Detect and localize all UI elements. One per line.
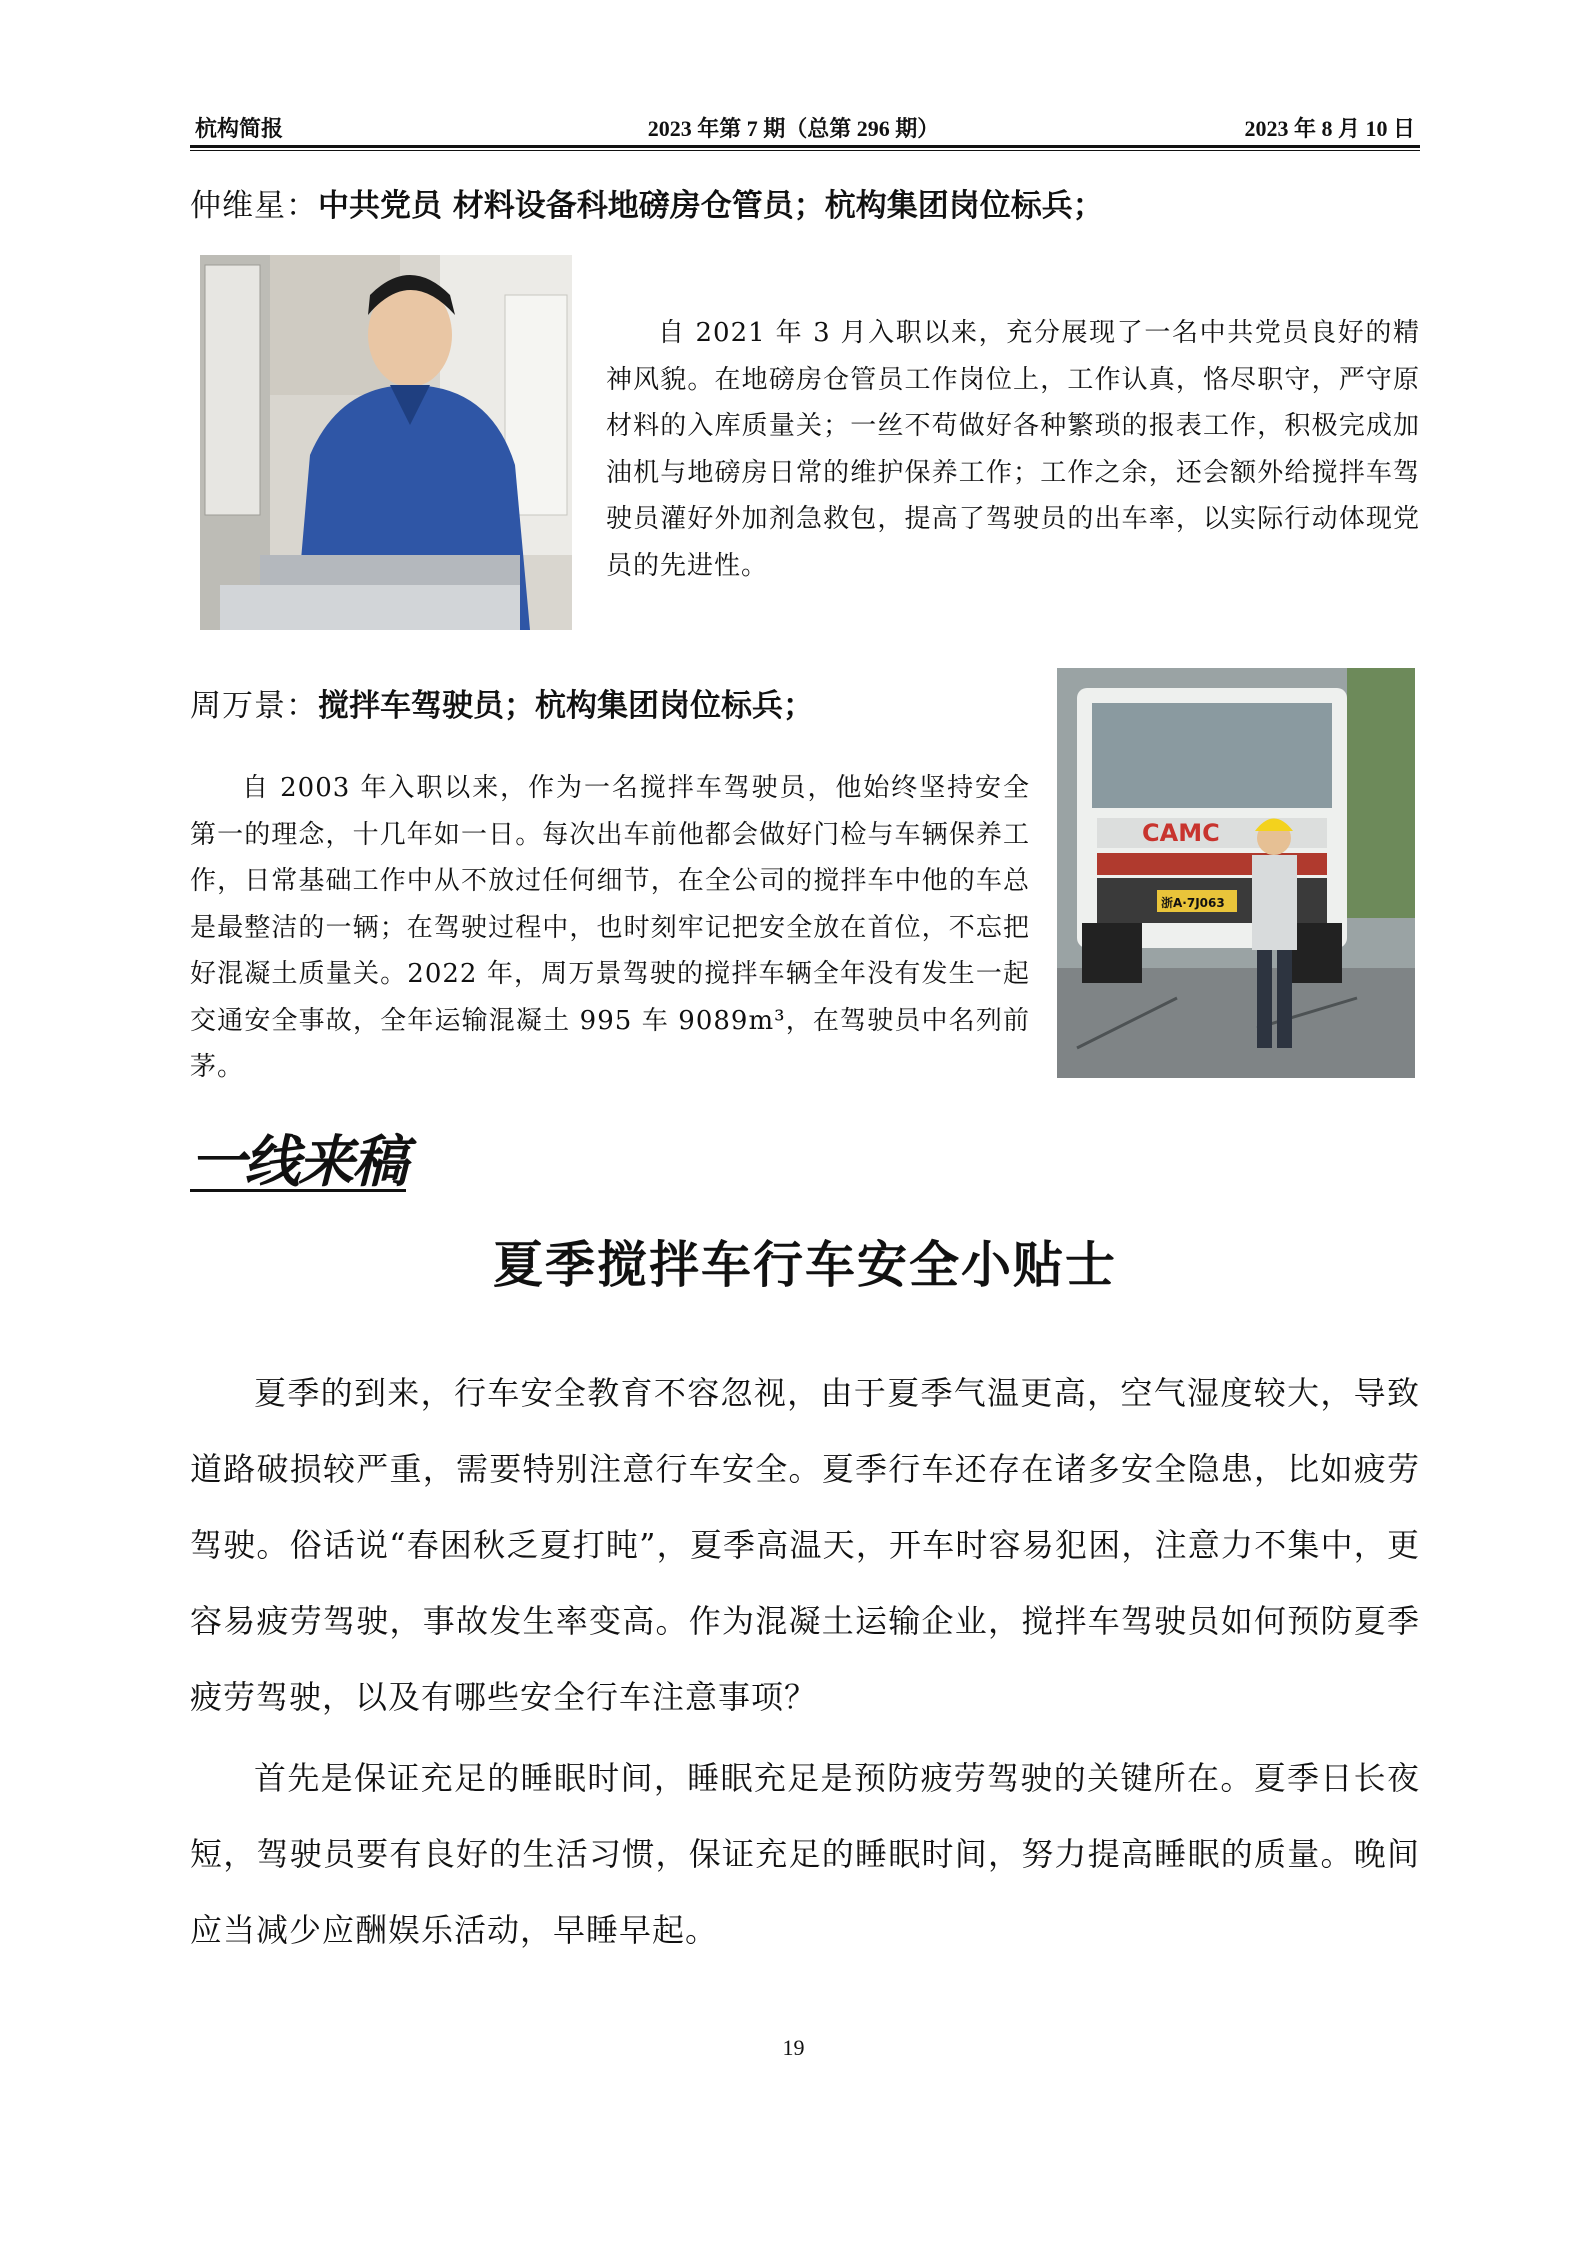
- section-heading: 一线来稿: [190, 1130, 406, 1195]
- header-rule: [190, 145, 1420, 148]
- header-rule-thin: [190, 150, 1420, 151]
- person1-photo: [200, 255, 572, 630]
- page-number: 19: [782, 2035, 805, 2060]
- person1-bio-text: 自 2021 年 3 月入职以来，充分展现了一名中共党员良好的精神风貌。在地磅房仓管员工作岗位上，工作认真，恪尽职守，严守原材料的入库质量关；一丝不苟做好各种繁琐的报表工作，积极完成加油机与地磅房日常的维护保养工作；工作之余，还会额外给搅拌车驾驶员灌好外加剂急救包，提高了驾驶员的出车率，以实际行动体现党员的先进性。: [606, 318, 1420, 581]
- article-paragraph: 夏季的到来，行车安全教育不容忽视，由于夏季气温更高，空气湿度较大，导致道路破损较严重，需要特别注意行车安全。夏季行车还存在诸多安全隐患，比如疲劳驾驶。俗话说“春困秋乏夏打盹”，夏季高温天，开车时容易犯困，注意力不集中，更容易疲劳驾驶，事故发生率变高。作为混凝土运输企业，搅拌车驾驶员如何预防夏季疲劳驾驶，以及有哪些安全行车注意事项？: [190, 1374, 1420, 1716]
- person2-title: 搅拌车驾驶员；杭构集团岗位标兵；: [318, 688, 814, 724]
- article-title: 夏季搅拌车行车安全小贴士: [493, 1235, 1117, 1294]
- truck-driver-photo-graphic: [1057, 668, 1415, 1078]
- person1-title: 中共党员 材料设备科地磅房仓管员；杭构集团岗位标兵；: [318, 188, 1104, 224]
- person1-name: 仲维星：: [190, 188, 318, 224]
- person2-heading: [190, 680, 814, 725]
- person2-bio: [190, 765, 1030, 1091]
- truck-brand-text: CAMC: [1142, 819, 1220, 847]
- person1-heading: [190, 180, 1104, 225]
- header-publication-name: 杭构简报: [195, 116, 284, 141]
- person2-name: 周万景：: [190, 688, 318, 724]
- plate-text: 浙A·7J063: [1161, 896, 1225, 910]
- person1-bio: [606, 310, 1420, 589]
- header-date: 2023 年 8 月 10 日: [1244, 116, 1415, 141]
- article-paragraph: 首先是保证充足的睡眠时间，睡眠充足是预防疲劳驾驶的关键所在。夏季日长夜短，驾驶员要有良好的生活习惯，保证充足的睡眠时间，努力提高睡眠的质量。晚间应当减少应酬娱乐活动，早睡早起。: [190, 1759, 1420, 1949]
- article-body: [190, 1355, 1420, 1968]
- office-worker-photo-graphic: [200, 255, 572, 630]
- header-issue: 2023 年第 7 期（总第 296 期）: [647, 116, 940, 141]
- person2-photo: [1057, 668, 1415, 1078]
- person2-bio-text: 自 2003 年入职以来，作为一名搅拌车驾驶员，他始终坚持安全第一的理念，十几年如一日。每次出车前他都会做好门检与车辆保养工作，日常基础工作中从不放过任何细节，在全公司的搅拌车中他的车总是最整洁的一辆；在驾驶过程中，也时刻牢记把安全放在首位，不忘把好混凝土质量关。2022 年，周万景驾驶的搅拌车辆全年没有发生一起交通安全事故，全年运输混凝土 995 车 9089m³，在驾驶员中名列前茅。: [190, 773, 1030, 1082]
